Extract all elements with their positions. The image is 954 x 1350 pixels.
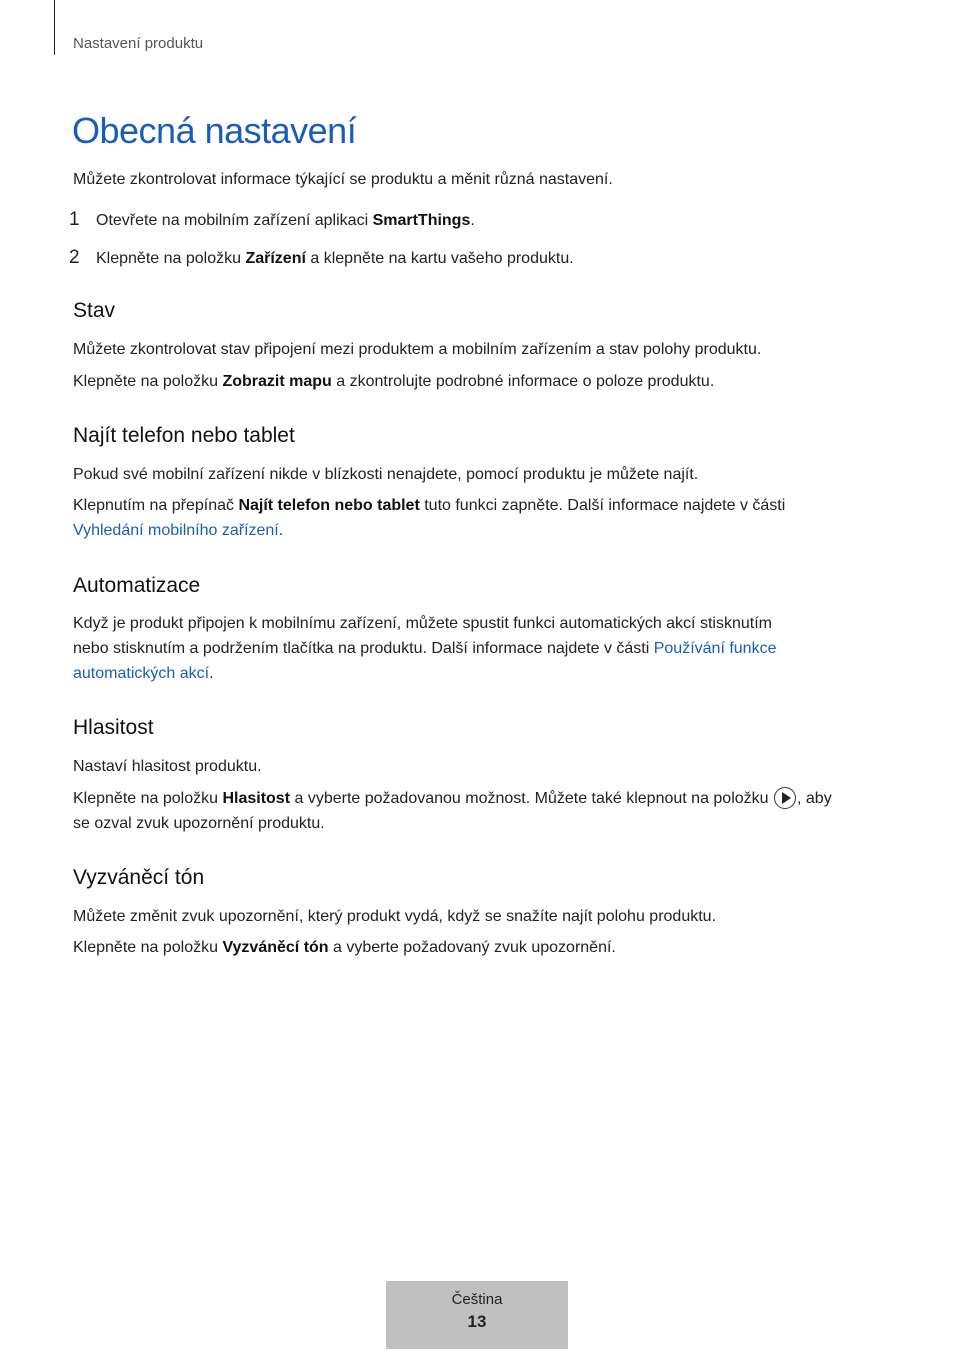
stav-paragraph-1: Můžete zkontrolovat stav připojení mezi produktem a mobilním zařízením a stav polohy produktu. <box>73 341 762 358</box>
running-head: Nastavení produktu <box>73 35 204 52</box>
app-name: SmartThings <box>372 212 471 229</box>
hlasitost-paragraph-2: Klepněte na položku Hlasitost a vyberte požadovanou možnost. Můžete také klepnout na položku , aby se ozval zvuk upozornění produktu. <box>73 786 873 836</box>
vyzvaneci-paragraph-1: Můžete změnit zvuk upozornění, který produkt vydá, když se snažíte najít polohu produktu. <box>73 908 717 925</box>
page-title: Obecná nastavení <box>72 110 357 151</box>
najit-paragraph-1: Pokud své mobilní zařízení nikde v blízkosti nenajdete, pomocí produktu je můžete najít. <box>73 466 699 483</box>
footer-language: Čeština <box>451 1291 503 1308</box>
section-heading-hlasitost: Hlasitost <box>73 716 154 739</box>
margin-rule <box>54 0 55 55</box>
intro-text: Můžete zkontrolovat informace týkající se produktu a měnit různá nastavení. <box>73 171 613 188</box>
page-number: 13 <box>467 1312 487 1331</box>
link-vyhledani[interactable]: Vyhledání mobilního zařízení <box>73 522 279 539</box>
step-number: 2 <box>69 247 80 268</box>
najit-paragraph-2: Klepnutím na přepínač Najít telefon nebo tablet tuto funkci zapněte. Další informace najdete v části Vyhledání mobilního zařízení. <box>73 497 786 539</box>
step-number: 1 <box>69 209 80 230</box>
section-heading-najit: Najít telefon nebo tablet <box>73 424 295 447</box>
step-1: 1 Otevřete na mobilním zařízení aplikaci SmartThings. <box>69 209 475 230</box>
section-heading-stav: Stav <box>73 299 116 322</box>
link-automaticke-akce[interactable]: Používání funkce automatických akcí <box>73 640 777 682</box>
section-heading-vyzvaneci: Vyzváněcí tón <box>73 866 205 889</box>
step-2: 2 Klepněte na položku Zařízení a klepněte na kartu vašeho produktu. <box>69 247 574 268</box>
vyzvaneci-paragraph-2: Klepněte na položku Vyzváněcí tón a vyberte požadovaný zvuk upozornění. <box>73 939 616 956</box>
automatizace-paragraph: Když je produkt připojen k mobilnímu zařízení, můžete spustit funkci automatických akcí stisknutím nebo stisknutím a podržením tlačítka na produktu. Další informace najdete v části Používání funkce automatických akcí. <box>73 615 777 682</box>
stav-paragraph-2: Klepněte na položku Zobrazit mapu a zkontrolujte podrobné informace o poloze produktu. <box>73 373 715 390</box>
play-icon <box>774 787 796 809</box>
menu-item-name: Zařízení <box>245 250 306 267</box>
section-heading-automatizace: Automatizace <box>73 574 201 597</box>
page-footer <box>386 1281 568 1349</box>
hlasitost-paragraph-1: Nastaví hlasitost produktu. <box>73 758 262 775</box>
